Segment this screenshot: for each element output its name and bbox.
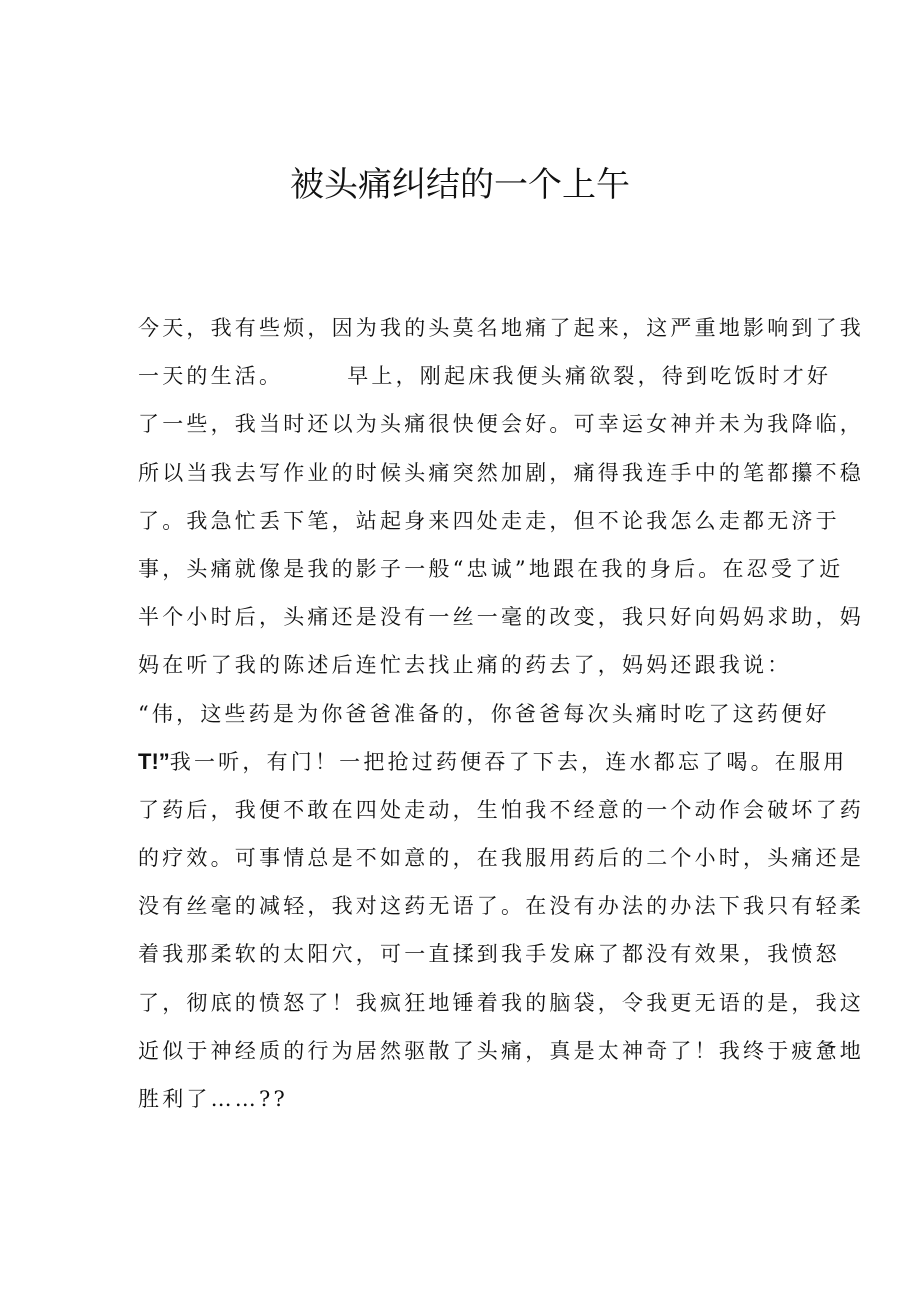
document-body: [138, 304, 864, 1123]
paragraph-line: 胜利了……??: [138, 1087, 288, 1111]
paragraph-line: 了一些，我当时还以为头痛很快便会好。可幸运女神并未为我降临，: [138, 412, 864, 437]
paragraph-line: 了，彻底的愤怒了！我疯狂地锤着我的脑袋，令我更无语的是，我这: [138, 990, 864, 1015]
line-segment: 一天的生活。: [138, 364, 284, 389]
paragraph-line: 所以当我去写作业的时候头痛突然加剧，痛得我连手中的笔都攥不稳: [138, 460, 864, 485]
paragraph-line: 今天，我有些烦，因为我的头莫名地痛了起来，这严重地影响到了我: [138, 316, 864, 340]
line-segment: 我一听，有门！一把抢过药便吞了下去，连水都忘了喝。在服用: [169, 749, 848, 774]
paragraph-line: 着我那柔软的太阳穴，可一直揉到我手发麻了都没有效果，我愤怒: [138, 942, 840, 967]
paragraph-line: 了药后，我便不敢在四处走动，生怕我不经意的一个动作会破坏了药: [138, 797, 864, 822]
document-title: 被头痛纠结的一个上午: [290, 165, 630, 205]
paragraph-line: 了。我急忙丢下笔，站起身来四处走走，但不论我怎么走都无济于: [138, 508, 840, 533]
paragraph-line: 半个小时后，头痛还是没有一丝一毫的改变，我只好向妈妈求助，妈: [138, 605, 864, 630]
paragraph-line: 事，头痛就像是我的影子一般“忠诚”地跟在我的身后。在忍受了近: [138, 556, 844, 581]
paragraph-line: 近似于神经质的行为居然驱散了头痛，真是太神奇了！我终于疲惫地: [138, 1038, 864, 1063]
paragraph-line: 的疗效。可事情总是不如意的，在我服用药后的二个小时，头痛还是: [138, 846, 864, 871]
paragraph-line: 没有丝毫的减轻，我对这药无语了。在没有办法的办法下我只有轻柔: [138, 894, 864, 919]
line-segment: 早上，刚起床我便头痛欲裂，待到吃饭时才好: [347, 364, 832, 389]
paragraph-line: [138, 352, 832, 400]
paragraph-line: [138, 738, 848, 786]
line-segment-latin: T!”: [138, 748, 170, 774]
paragraph-line: “伟，这些药是为你爸爸准备的，你爸爸每次头痛时吃了这药便好: [138, 701, 830, 726]
paragraph-line: 妈在听了我的陈述后连忙去找止痛的药去了，妈妈还跟我说：: [138, 653, 792, 678]
